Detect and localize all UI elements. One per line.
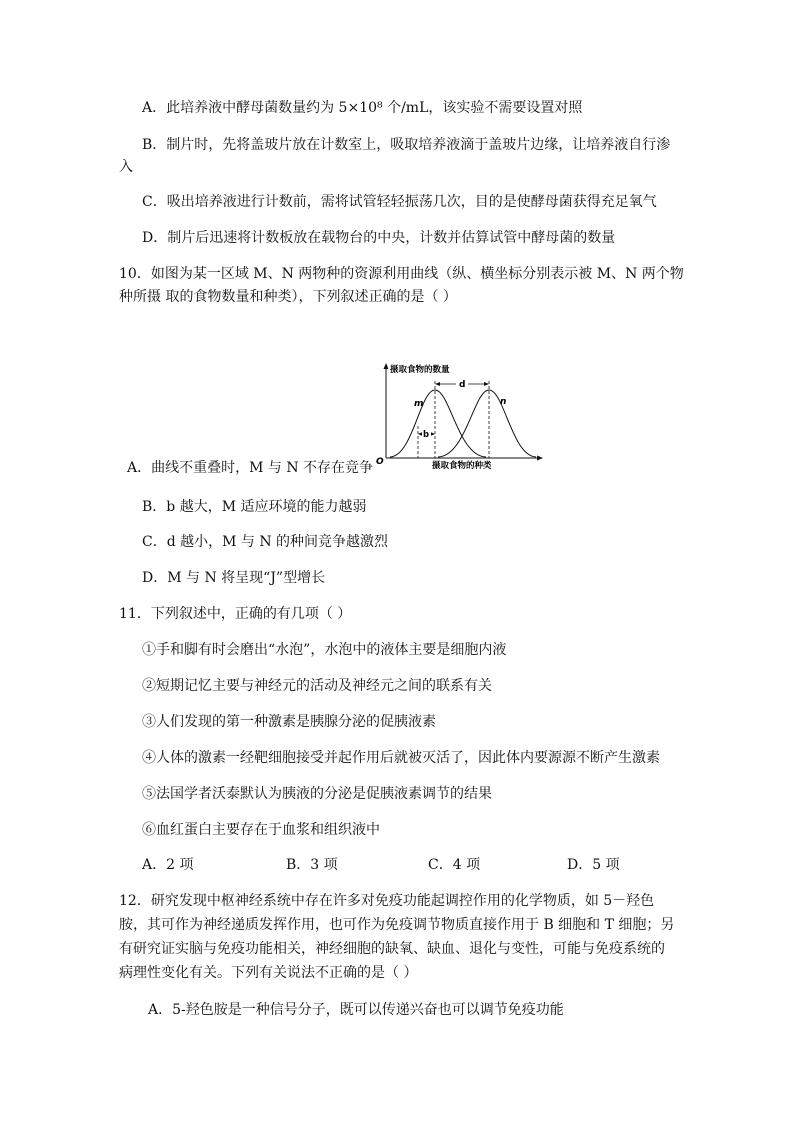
curve-m-label: m [414, 399, 424, 409]
q11-choice-c: C．4 项 [428, 857, 481, 873]
q12-stem-line2: 胺，其可作为神经递质发挥作用，也可作为免疫调节物质直接作用于 B 细胞和 T 细胞；另 [119, 917, 675, 933]
q11-stem: 11．下列叙述中，正确的有几项（ ） [119, 606, 352, 622]
q11-item-6: ⑥血红蛋白主要存在于血浆和组织液中 [142, 822, 380, 838]
b-label: b [423, 430, 430, 440]
q11-choice-d: D．5 项 [567, 857, 620, 873]
q11-choice-a: A．2 项 [142, 857, 194, 873]
d-label: d [459, 380, 466, 390]
q9-option-b-line2: 入 [119, 159, 133, 175]
q9-option-d: D．制片后迅速将计数板放在载物台的中央，计数并估算试管中酵母菌的数量 [142, 230, 616, 246]
q11-choice-b: B．3 项 [286, 857, 338, 873]
curve-n-label: n [500, 397, 507, 407]
q11-item-1: ①手和脚有时会磨出“水泡”，水泡中的液体主要是细胞内液 [142, 642, 507, 658]
q10-option-b: B．b 越大，M 适应环境的能力越弱 [142, 499, 367, 515]
q10-stem-line1: 10．如图为某一区域 M、N 两物种的资源利用曲线（纵、横坐标分别表示被 M、N 两个物 [119, 266, 684, 282]
q9-option-b-line1: B．制片时，先将盖玻片放在计数室上，吸取培养液滴于盖玻片边缘，让培养液自行渗 [142, 137, 671, 153]
q12-stem-line4: 病理性变化有关。下列有关说法不正确的是（ ） [119, 965, 418, 981]
q11-item-2: ②短期记忆主要与神经元的活动及神经元之间的联系有关 [142, 678, 492, 694]
q10-option-d: D．M 与 N 将呈现“J”型增长 [142, 570, 326, 586]
y-axis-label: 摄取食物的数量 [390, 365, 450, 375]
q12-stem-line1: 12．研究发现中枢神经系统中存在许多对免疫功能起调控作用的化学物质，如 5－羟色 [119, 893, 655, 909]
q11-item-5: ⑤法国学者沃泰默认为胰液的分泌是促胰液素调节的结果 [142, 786, 492, 802]
q10-option-a: A．曲线不重叠时，M 与 N 不存在竞争 [127, 460, 374, 476]
origin-label: O [376, 457, 384, 467]
x-axis-label: 摄取食物的种类 [432, 461, 492, 471]
q10-option-c: C．d 越小，M 与 N 的种间竞争越激烈 [142, 534, 389, 550]
q12-stem-line3: 有研究证实脑与免疫功能相关，神经细胞的缺氧、缺血、退化与变性，可能与免疫系统的 [119, 941, 665, 957]
curve-n [438, 390, 536, 457]
q9-option-a: A．此培养液中酵母菌数量约为 5×10⁸ 个/mL，该实验不需要设置对照 [142, 100, 583, 116]
q11-item-3: ③人们发现的第一种激素是胰腺分泌的促胰液素 [142, 714, 436, 730]
resource-utilization-figure [368, 360, 548, 472]
q11-item-4: ④人体的激素一经靶细胞接受并起作用后就被灭活了，因此体内要源源不断产生激素 [142, 750, 660, 766]
q12-option-a: A．5-羟色胺是一种信号分子，既可以传递兴奋也可以调节免疫功能 [148, 1002, 564, 1018]
curve-m [390, 390, 486, 457]
q10-stem-line2: 种所摄 取的食物数量和种类），下列叙述正确的是（ ） [119, 289, 457, 305]
q9-option-c: C．吸出培养液进行计数前，需将试管轻轻振荡几次，目的是使酵母菌获得充足氧气 [142, 194, 657, 210]
